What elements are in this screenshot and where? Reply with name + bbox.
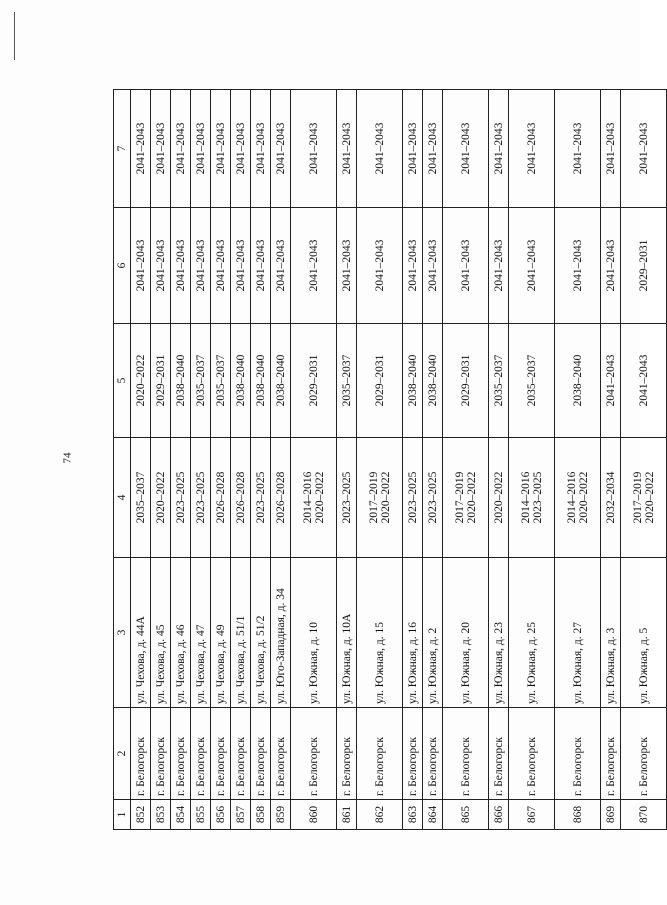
period-col5-cell: 2038–2040 [231, 324, 251, 438]
column-header-4: 4 [114, 438, 131, 558]
address-cell: ул. Южная, д. 10А [337, 558, 357, 708]
period-col7-cell: 2041–2043 [423, 90, 443, 208]
city-cell: г. Белогорск [337, 708, 357, 800]
city-cell: г. Белогорск [601, 708, 621, 800]
period-col5-cell: 2038–2040 [403, 324, 423, 438]
period-line: 2023–2025 [340, 471, 353, 524]
period-col6-cell: 2041–2043 [291, 208, 337, 324]
address-cell: ул. Юго-Западная, д. 34 [271, 558, 291, 708]
period-col7-cell: 2041–2043 [489, 90, 509, 208]
period-col6-cell: 2041–2043 [555, 208, 601, 324]
period-line: 2014–2016 [519, 471, 532, 524]
table-row [211, 90, 231, 830]
address-cell: ул. Южная, д. 2 [423, 558, 443, 708]
address-cell: ул. Южная, д. 20 [443, 558, 489, 708]
period-col7-cell: 2041–2043 [403, 90, 423, 208]
period-line: 2023–2025 [426, 471, 439, 524]
column-header-3: 3 [114, 558, 131, 708]
row-number-cell: 856 [211, 800, 231, 830]
period-line: 2020–2022 [577, 471, 590, 524]
table-row [291, 90, 337, 830]
period-line: 2023–2025 [254, 471, 267, 524]
table-row [337, 90, 357, 830]
period-col7-cell: 2041–2043 [357, 90, 403, 208]
period-col6-cell: 2041–2043 [601, 208, 621, 324]
city-cell: г. Белогорск [191, 708, 211, 800]
address-cell: ул. Южная, д. 23 [489, 558, 509, 708]
row-number-cell: 859 [271, 800, 291, 830]
period-col7-cell: 2041–2043 [211, 90, 231, 208]
column-header-1: 1 [114, 800, 131, 830]
period-line: 2023–2025 [531, 471, 544, 524]
period-line: 2014–2016 [301, 471, 314, 524]
table-row [555, 90, 601, 830]
period-col7-cell: 2041–2043 [151, 90, 171, 208]
period-col7-cell: 2041–2043 [271, 90, 291, 208]
period-line: 2032–2034 [604, 471, 617, 524]
period-line: 2026–2028 [274, 471, 287, 524]
period-col4-cell [151, 438, 171, 558]
period-col4-cell [211, 438, 231, 558]
row-number-cell: 867 [509, 800, 555, 830]
period-col6-cell: 2041–2043 [151, 208, 171, 324]
city-cell: г. Белогорск [131, 708, 151, 800]
period-col7-cell: 2041–2043 [601, 90, 621, 208]
period-col6-cell: 2041–2043 [171, 208, 191, 324]
period-col7-cell: 2041–2043 [443, 90, 489, 208]
header-row [114, 90, 131, 830]
period-col7-cell: 2041–2043 [251, 90, 271, 208]
page-number: 74 [61, 452, 74, 464]
period-col6-cell: 2041–2043 [443, 208, 489, 324]
period-col7-cell: 2041–2043 [171, 90, 191, 208]
period-line: 2017–2019 [367, 471, 380, 524]
period-col6-cell: 2041–2043 [357, 208, 403, 324]
period-line: 2017–2019 [631, 471, 644, 524]
period-col4-cell [291, 438, 337, 558]
period-col5-cell: 2029–2031 [291, 324, 337, 438]
table-row [403, 90, 423, 830]
city-cell: г. Белогорск [423, 708, 443, 800]
period-col4-cell [271, 438, 291, 558]
period-col4-cell [509, 438, 555, 558]
period-col6-cell: 2029–2031 [621, 208, 667, 324]
period-col6-cell: 2041–2043 [251, 208, 271, 324]
period-line: 2023–2025 [406, 471, 419, 524]
row-number-cell: 868 [555, 800, 601, 830]
city-cell: г. Белогорск [357, 708, 403, 800]
column-header-6: 6 [114, 208, 131, 324]
period-line: 2023–2025 [174, 471, 187, 524]
column-header-2: 2 [114, 708, 131, 800]
period-line: 2026–2028 [234, 471, 247, 524]
city-cell: г. Белогорск [621, 708, 667, 800]
row-number-cell: 863 [403, 800, 423, 830]
row-number-cell: 870 [621, 800, 667, 830]
period-col6-cell: 2041–2043 [403, 208, 423, 324]
period-line: 2026–2028 [214, 471, 227, 524]
period-line: 2023–2025 [194, 471, 207, 524]
city-cell: г. Белогорск [443, 708, 489, 800]
period-col4-cell [489, 438, 509, 558]
period-col6-cell: 2041–2043 [423, 208, 443, 324]
row-number-cell: 854 [171, 800, 191, 830]
period-line: 2020–2022 [465, 471, 478, 524]
period-col6-cell: 2041–2043 [509, 208, 555, 324]
row-number-cell: 862 [357, 800, 403, 830]
row-number-cell: 869 [601, 800, 621, 830]
table-row [509, 90, 555, 830]
period-line: 2020–2022 [379, 471, 392, 524]
city-cell: г. Белогорск [403, 708, 423, 800]
table-row [191, 90, 211, 830]
period-line: 2020–2022 [154, 471, 167, 524]
period-col5-cell: 2038–2040 [423, 324, 443, 438]
city-cell: г. Белогорск [555, 708, 601, 800]
address-cell: ул. Чехова, д. 46 [171, 558, 191, 708]
period-col4-cell [251, 438, 271, 558]
address-cell: ул. Чехова, д. 51/1 [231, 558, 251, 708]
row-number-cell: 853 [151, 800, 171, 830]
period-col5-cell: 2035–2037 [337, 324, 357, 438]
period-col5-cell: 2020–2022 [131, 324, 151, 438]
period-col7-cell: 2041–2043 [509, 90, 555, 208]
address-cell: ул. Южная, д. 16 [403, 558, 423, 708]
table-row [423, 90, 443, 830]
period-col7-cell: 2041–2043 [621, 90, 667, 208]
row-number-cell: 857 [231, 800, 251, 830]
period-col4-cell [403, 438, 423, 558]
period-col5-cell: 2038–2040 [271, 324, 291, 438]
period-col5-cell: 2041–2043 [601, 324, 621, 438]
period-col4-cell [191, 438, 211, 558]
period-col4-cell [337, 438, 357, 558]
city-cell: г. Белогорск [231, 708, 251, 800]
address-cell: ул. Южная, д. 27 [555, 558, 601, 708]
period-col5-cell: 2035–2037 [191, 324, 211, 438]
period-col6-cell: 2041–2043 [211, 208, 231, 324]
period-col4-cell [621, 438, 667, 558]
city-cell: г. Белогорск [171, 708, 191, 800]
period-col5-cell: 2029–2031 [151, 324, 171, 438]
period-col5-cell: 2029–2031 [443, 324, 489, 438]
period-col4-cell [423, 438, 443, 558]
period-col5-cell: 2038–2040 [555, 324, 601, 438]
table-row [621, 90, 667, 830]
column-header-7: 7 [114, 90, 131, 208]
table-row [131, 90, 151, 830]
address-cell: ул. Южная, д. 25 [509, 558, 555, 708]
row-number-cell: 852 [131, 800, 151, 830]
row-number-cell: 855 [191, 800, 211, 830]
table-row [231, 90, 251, 830]
table-row [357, 90, 403, 830]
period-col5-cell: 2041–2043 [621, 324, 667, 438]
address-cell: ул. Южная, д. 10 [291, 558, 337, 708]
address-cell: ул. Южная, д. 3 [601, 558, 621, 708]
table-body [131, 90, 667, 830]
binding-margin-line [14, 12, 15, 60]
table-row [171, 90, 191, 830]
city-cell: г. Белогорск [291, 708, 337, 800]
period-col7-cell: 2041–2043 [291, 90, 337, 208]
city-cell: г. Белогорск [509, 708, 555, 800]
row-number-cell: 866 [489, 800, 509, 830]
address-cell: ул. Чехова, д. 45 [151, 558, 171, 708]
table-row [271, 90, 291, 830]
period-col7-cell: 2041–2043 [131, 90, 151, 208]
table-row [443, 90, 489, 830]
city-cell: г. Белогорск [489, 708, 509, 800]
period-col7-cell: 2041–2043 [191, 90, 211, 208]
period-col6-cell: 2041–2043 [191, 208, 211, 324]
address-cell: ул. Южная, д. 5 [621, 558, 667, 708]
table-row [251, 90, 271, 830]
housing-schedule-table [113, 89, 667, 830]
period-col5-cell: 2035–2037 [489, 324, 509, 438]
table-row [151, 90, 171, 830]
period-col7-cell: 2041–2043 [231, 90, 251, 208]
period-col7-cell: 2041–2043 [555, 90, 601, 208]
city-cell: г. Белогорск [251, 708, 271, 800]
city-cell: г. Белогорск [271, 708, 291, 800]
period-col6-cell: 2041–2043 [271, 208, 291, 324]
row-number-cell: 858 [251, 800, 271, 830]
period-col6-cell: 2041–2043 [131, 208, 151, 324]
period-col5-cell: 2038–2040 [251, 324, 271, 438]
period-line: 2020–2022 [313, 471, 326, 524]
period-line: 2014–2016 [565, 471, 578, 524]
city-cell: г. Белогорск [211, 708, 231, 800]
period-col6-cell: 2041–2043 [337, 208, 357, 324]
period-col5-cell: 2029–2031 [357, 324, 403, 438]
period-line: 2035–2037 [134, 471, 147, 524]
period-col5-cell: 2035–2037 [211, 324, 231, 438]
table-row [489, 90, 509, 830]
city-cell: г. Белогорск [151, 708, 171, 800]
period-col4-cell [601, 438, 621, 558]
period-col6-cell: 2041–2043 [489, 208, 509, 324]
column-header-5: 5 [114, 324, 131, 438]
table-row [601, 90, 621, 830]
period-col4-cell [231, 438, 251, 558]
period-col4-cell [171, 438, 191, 558]
rotated-table-container [113, 90, 656, 830]
address-cell: ул. Чехова, д. 44А [131, 558, 151, 708]
row-number-cell: 865 [443, 800, 489, 830]
row-number-cell: 861 [337, 800, 357, 830]
row-number-cell: 864 [423, 800, 443, 830]
period-line: 2020–2022 [643, 471, 656, 524]
row-number-cell: 860 [291, 800, 337, 830]
period-line: 2020–2022 [492, 471, 505, 524]
address-cell: ул. Чехова, д. 47 [191, 558, 211, 708]
period-col4-cell [555, 438, 601, 558]
address-cell: ул. Южная, д. 15 [357, 558, 403, 708]
address-cell: ул. Чехова, д. 49 [211, 558, 231, 708]
address-cell: ул. Чехова, д. 51/2 [251, 558, 271, 708]
period-col4-cell [357, 438, 403, 558]
period-col6-cell: 2041–2043 [231, 208, 251, 324]
period-col5-cell: 2035–2037 [509, 324, 555, 438]
period-line: 2017–2019 [453, 471, 466, 524]
period-col5-cell: 2038–2040 [171, 324, 191, 438]
period-col4-cell [443, 438, 489, 558]
period-col7-cell: 2041–2043 [337, 90, 357, 208]
period-col4-cell [131, 438, 151, 558]
